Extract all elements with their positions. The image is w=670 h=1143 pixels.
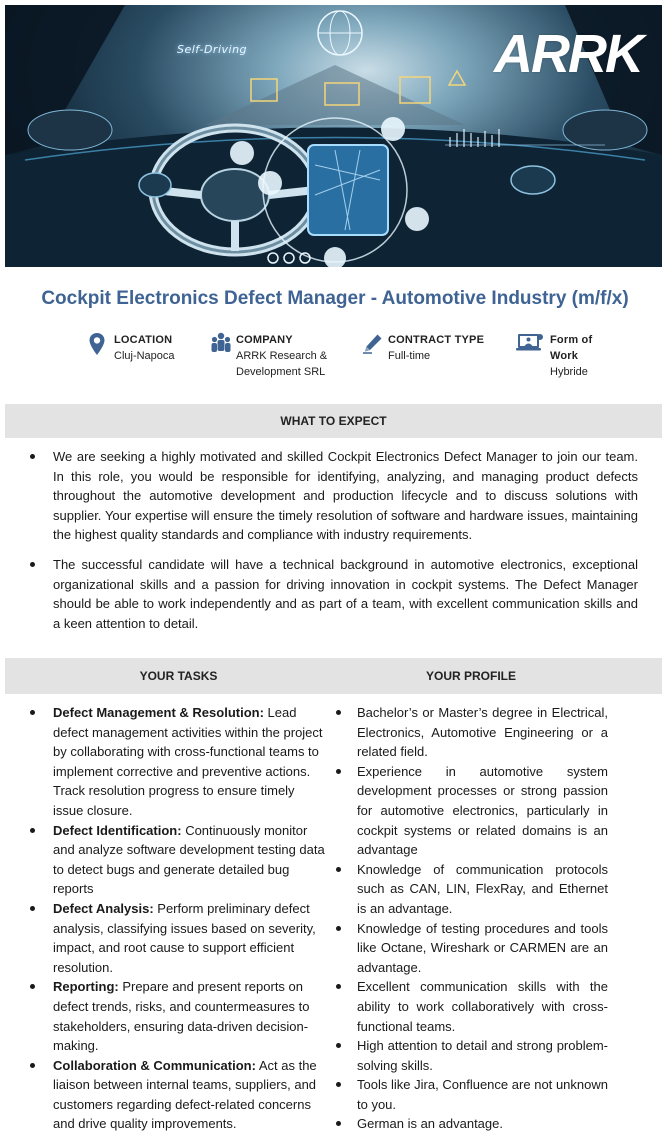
expect-header-band	[5, 404, 662, 438]
profile-list	[357, 703, 608, 1134]
bullet	[30, 828, 35, 833]
info-company	[210, 332, 336, 380]
expect-heading: WHAT TO EXPECT	[280, 414, 387, 428]
list-item: Defect Management & Resolution: Lead defect management activities within the project by collaborating with cross-functional teams to implement corrective and preventive actions. Track resolution progress to ensure timely issue closure.	[53, 703, 325, 821]
bullet	[336, 769, 341, 774]
bullet	[30, 710, 35, 715]
expect-list	[53, 447, 638, 643]
bullet	[336, 984, 341, 989]
job-title: Cockpit Electronics Defect Manager - Automotive Industry (m/f/x)	[41, 288, 629, 309]
list-item: Defect Analysis: Perform preliminary defect analysis, classifying issues based on severity, impact, and root cause to support efficient resolution.	[53, 899, 325, 977]
tasks-heading: YOUR TASKS	[139, 669, 218, 683]
bullet	[30, 454, 35, 459]
bullet	[336, 926, 341, 931]
bullet	[336, 1043, 341, 1048]
hud-self-driving-label: Self-Driving	[177, 43, 248, 56]
bullet	[30, 984, 35, 989]
list-item: Tools like Jira, Confluence are not unknown to you.	[357, 1075, 608, 1114]
company-value: ARRK Research & Development SRL	[236, 350, 328, 378]
location-value: Cluj-Napoca	[114, 350, 175, 362]
tasks-list	[53, 703, 325, 1134]
bullet	[30, 1063, 35, 1068]
info-work-form	[516, 332, 610, 380]
list-item: High attention to detail and strong problem-solving skills.	[357, 1036, 608, 1075]
list-item: Collaboration & Communication: Act as the liaison between internal teams, suppliers, and customers regarding defect-related concerns and drive quality improvements.	[53, 1056, 325, 1134]
list-item: The successful candidate will have a technical background in automotive electronics, exceptional organizational skills and a passion for driving innovation in cockpit systems. The Defect Manager should be able to work independently and as part of a team, with excellent communication skills and a keen attention to detail.	[53, 555, 638, 633]
profile-heading: YOUR PROFILE	[425, 669, 516, 683]
hero-banner	[5, 5, 662, 267]
arrk-logo: ARRK	[494, 24, 642, 84]
list-item: Experience in automotive system development processes or strong passion for automotive electronics, particularly in cockpit systems or related domains is an advantage	[357, 762, 608, 860]
company-label: COMPANY	[236, 334, 293, 346]
bullet	[336, 710, 341, 715]
list-item: Excellent communication skills with the ability to work collaboratively with cross-functional teams.	[357, 977, 608, 1036]
contract-label: CONTRACT TYPE	[388, 334, 485, 346]
info-contract	[362, 332, 484, 364]
tasks-profile-header-band	[5, 658, 662, 694]
list-item: Knowledge of communication protocols such as CAN, LIN, FlexRay, and Ethernet is an advantage.	[357, 860, 608, 919]
bullet	[30, 562, 35, 567]
list-item: German is an advantage.	[357, 1114, 608, 1134]
bullet	[336, 1082, 341, 1087]
work-form-label: Form of Work	[550, 334, 593, 362]
list-item: Reporting: Prepare and present reports on defect trends, risks, and countermeasures to stakeholders, ensuring data-driven decision-making.	[53, 977, 325, 1055]
laptop-user-icon	[516, 332, 544, 380]
pen-icon	[362, 332, 384, 364]
location-label: LOCATION	[114, 334, 173, 346]
contract-value: Full-time	[388, 350, 431, 362]
bullet	[336, 1121, 341, 1126]
list-item: Defect Identification: Continuously monitor and analyze software development testing data to detect bugs and generate detailed bug reports	[53, 821, 325, 899]
map-pin-icon	[88, 332, 110, 364]
list-item: We are seeking a highly motivated and skilled Cockpit Electronics Defect Manager to join our team. In this role, you would be responsible for identifying, analyzing, and managing product defects throughout the automotive development and production lifecycle and to discuss solutions with supplier. Your expertise will ensure the timely resolution of software and hardware issues, maintaining the highest quality standards and compliance with industry requirements.	[53, 447, 638, 545]
people-icon	[210, 332, 232, 380]
list-item: Bachelor’s or Master’s degree in Electrical, Electronics, Automotive Engineering or a related field.	[357, 703, 608, 762]
work-form-value: Hybride	[550, 366, 588, 378]
list-item: Knowledge of testing procedures and tools like Octane, Wireshark or CARMEN are an advantage.	[357, 919, 608, 978]
bullet	[336, 867, 341, 872]
info-location	[88, 332, 175, 364]
bullet	[30, 906, 35, 911]
